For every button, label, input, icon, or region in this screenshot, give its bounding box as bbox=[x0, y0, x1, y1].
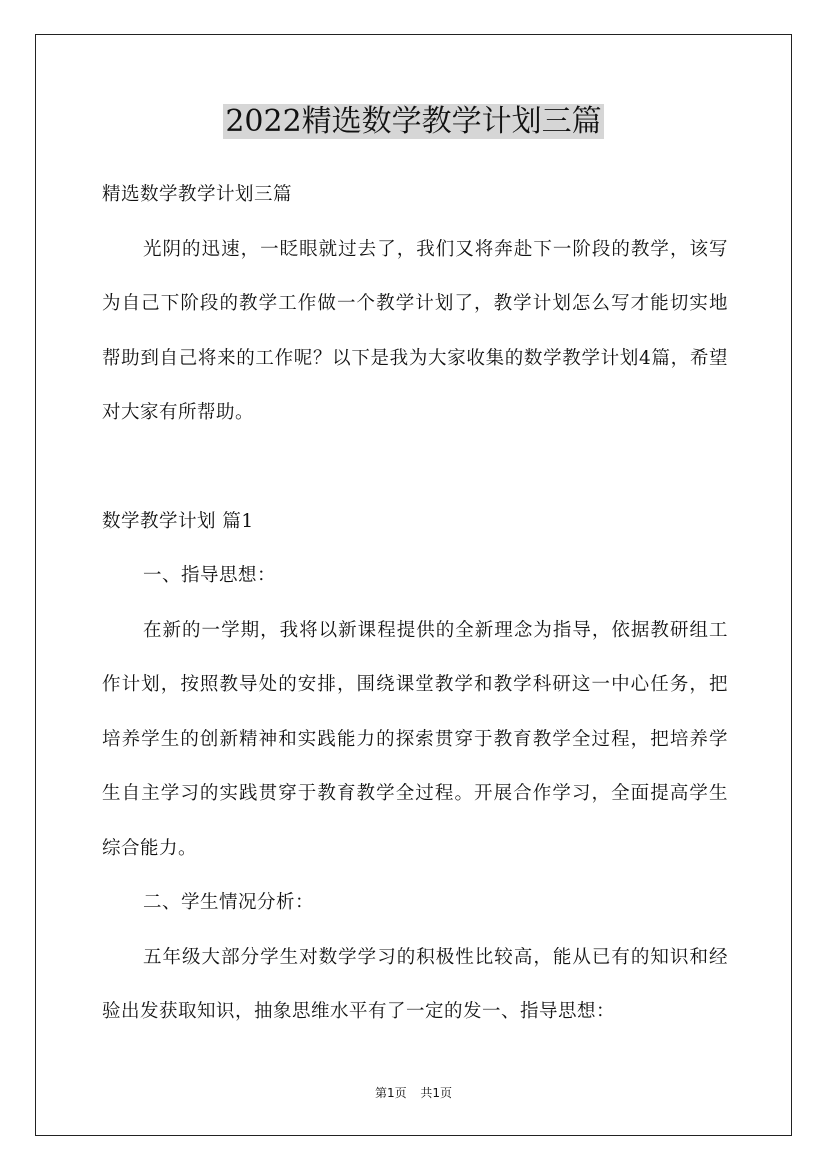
page-footer bbox=[0, 1084, 827, 1101]
paragraph-spacer bbox=[102, 441, 728, 495]
part-body-student-analysis: 五年级大部分学生对数学学习的积极性比较高，能从已有的知识和经验出发获取知识，抽象思维水平有了一定的发一、指导思想： bbox=[102, 946, 728, 1022]
document-title bbox=[0, 100, 827, 144]
page-total: 共1页 bbox=[420, 1086, 453, 1100]
intro-paragraph: 光阴的迅速，一眨眼就过去了，我们又将奔赴下一阶段的教学，该写为自己下阶段的教学工作做一个教学计划了，教学计划怎么写才能切实地帮助到自己将来的工作呢？以下是我为大家收集的数学教学计划4篇，希望对大家有所帮助。 bbox=[102, 238, 728, 423]
part-body-guiding-ideology: 在新的一学期，我将以新课程提供的全新理念为指导，依据教研组工作计划，按照教导处的安排，围绕课堂教学和教学科研这一中心任务，把培养学生的创新精神和实践能力的探索贯穿于教育教学全过程，把培养学生自主学习的实践贯穿于教育教学全过程。开展合作学习，全面提高学生综合能力。 bbox=[102, 619, 728, 859]
document-body bbox=[102, 168, 728, 1040]
section-heading: 数学教学计划 篇1 bbox=[102, 510, 254, 532]
page-number: 第1页 bbox=[374, 1086, 407, 1100]
document-subtitle: 精选数学教学计划三篇 bbox=[102, 184, 293, 205]
part-heading-guiding-ideology: 一、指导思想： bbox=[143, 565, 277, 586]
document-title-text: 2022精选数学教学计划三篇 bbox=[225, 104, 602, 139]
part-heading-student-analysis: 二、学生情况分析： bbox=[143, 892, 315, 913]
